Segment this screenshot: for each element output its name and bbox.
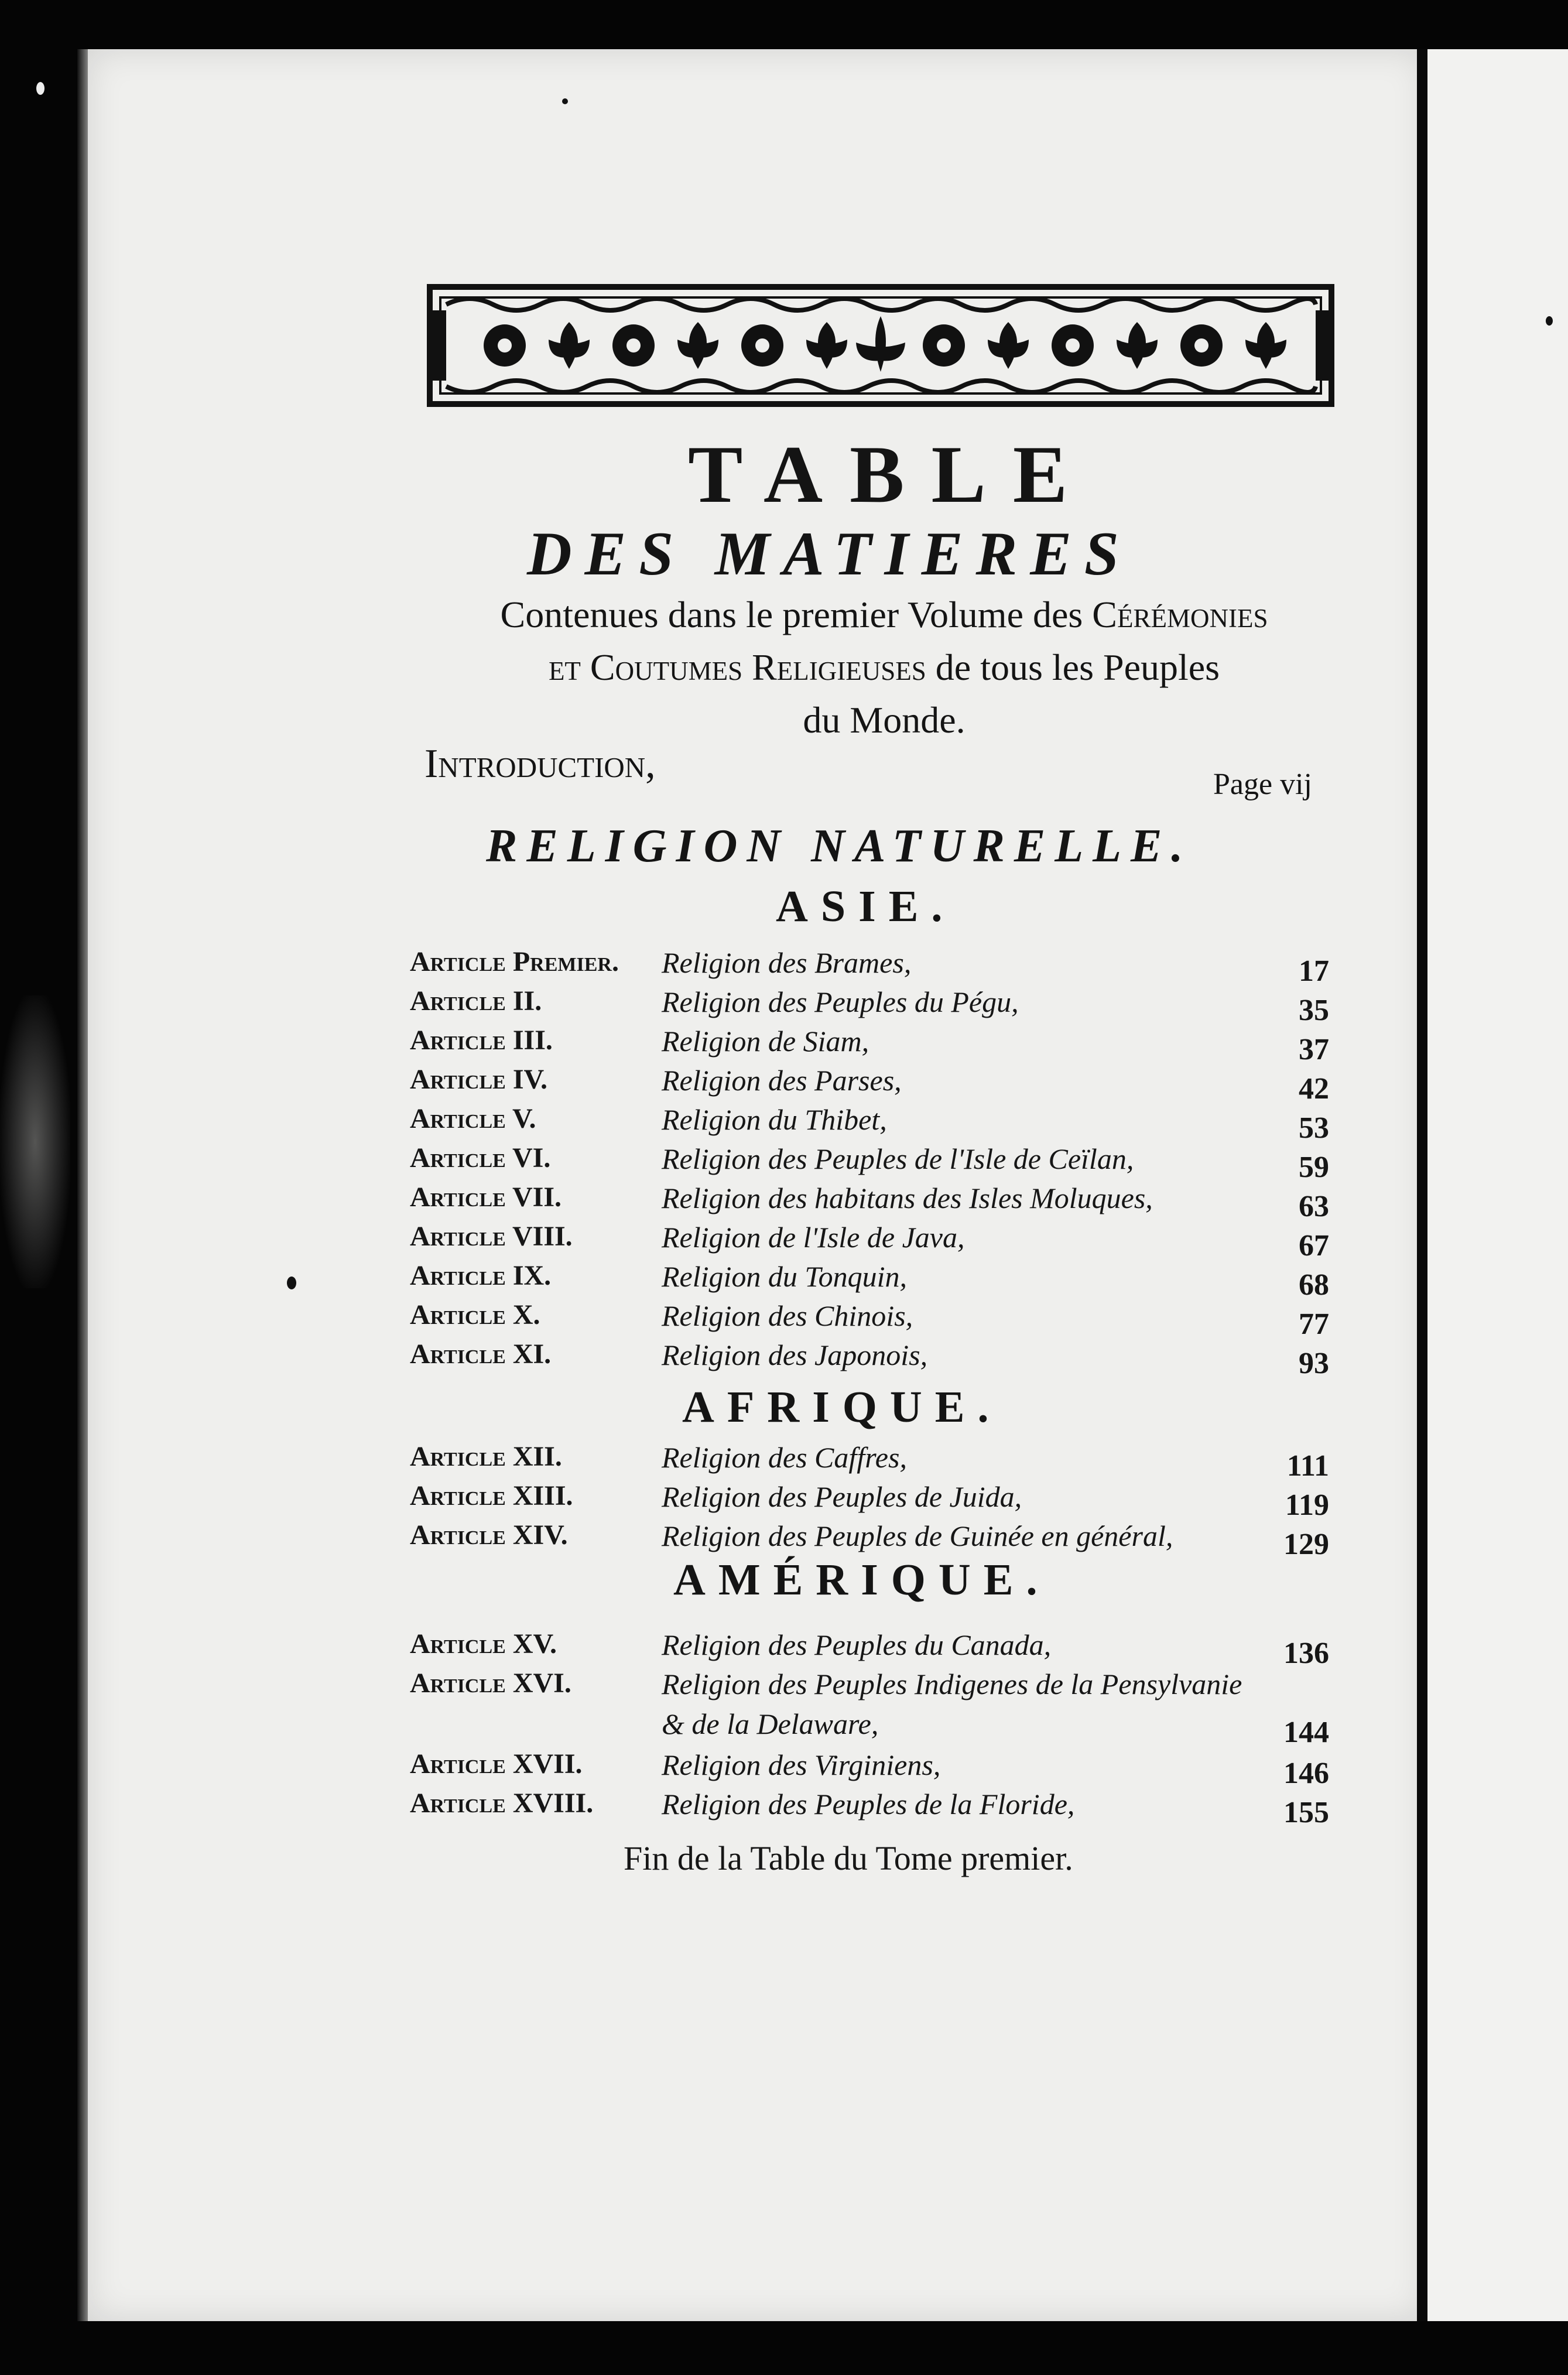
scan-speck [1546,316,1553,326]
toc-entry [410,1103,1329,1145]
page-number: 68 [1299,1268,1329,1302]
toc-entry [410,1181,1329,1223]
toc-entry [410,1260,1329,1302]
religion-title: Religion de l'Isle de Java, [662,1221,965,1254]
article-label: Article XIII. [410,1480,573,1511]
religion-title: Religion des Brames, [662,946,912,979]
toc-entry [410,985,1329,1027]
page-number: 144 [1283,1716,1329,1749]
scan-speck [562,98,568,104]
religion-title: Religion des Peuples de la Floride, [662,1788,1075,1820]
subtitle-smallcaps: Cérémonies [1092,594,1268,635]
subtitle-line-2 [427,641,1341,694]
toc-entry [410,1480,1329,1522]
page-number: 37 [1299,1033,1329,1066]
scan-speck [36,82,44,95]
article-label: Article VII. [410,1182,562,1213]
toc-entry [410,1063,1329,1106]
article-label: Article XII. [410,1441,562,1472]
subtitle-text: de tous les Peuples [926,646,1220,688]
next-page-strip [1427,49,1568,2321]
religion-title: Religion du Tonquin, [662,1260,908,1293]
page-number: 67 [1299,1229,1329,1262]
religion-title: Religion des Chinois, [662,1299,913,1332]
page-title: TABLE [688,429,1095,520]
page-number: 63 [1299,1190,1329,1223]
introduction-page: Page vij [1213,768,1312,801]
article-label: Article IX. [410,1260,552,1291]
religion-title: Religion des Peuples de Juida, [662,1480,1022,1513]
page-number: 155 [1283,1796,1329,1829]
article-label: Article XI. [410,1339,552,1370]
religion-title: Religion des Virginiens, [662,1748,941,1781]
religion-title: Religion des Peuples du Pégu, [662,985,1019,1018]
subtitle-smallcaps: et Coutumes Religieuses [548,646,926,688]
subtitle-text: Contenues dans le premier Volume des [500,594,1093,635]
page-number: 136 [1283,1637,1329,1670]
region-heading-afrique: AFRIQUE. [682,1382,1002,1432]
page-number: 146 [1283,1757,1329,1790]
subtitle-line-1 [427,588,1341,641]
page-number: 42 [1299,1072,1329,1106]
page-subtitle-heading: DES MATIERES [527,519,1132,588]
religion-title: Religion des Peuples de l'Isle de Ceïlan, [662,1142,1134,1175]
religion-title: Religion des habitans des Isles Moluques, [662,1182,1153,1214]
religion-title: Religion du Thibet, [662,1103,887,1136]
religion-title-continued: & de la Delaware, [662,1707,879,1740]
toc-entry [410,1519,1329,1561]
fleuron-ornament [423,275,1339,416]
article-label: Article XIV. [410,1520,568,1551]
toc-entry [410,1628,1329,1670]
article-label: Article Premier. [410,946,619,977]
page-number: 35 [1299,994,1329,1027]
region-heading-asie: ASIE. [776,882,956,931]
region-heading-amerique: AMÉRIQUE. [673,1555,1050,1604]
page-number: 17 [1299,954,1329,988]
religion-title: Religion des Peuples de Guinée en général, [662,1520,1173,1552]
section-heading: RELIGION NATURELLE. [486,820,1193,872]
toc-entry [410,1440,1329,1483]
toc-entry [410,1667,1329,1749]
toc-entry [410,1299,1329,1341]
toc-entry [410,1220,1329,1262]
article-label: Article II. [410,985,542,1017]
article-label: Article XVIII. [410,1788,594,1819]
toc-entry [410,1024,1329,1066]
scan-shadow [0,995,70,1288]
religion-title: Religion des Japonois, [662,1339,928,1371]
title-description [427,588,1341,747]
page-number: 59 [1299,1151,1329,1184]
religion-title: Religion des Caffres, [662,1441,907,1474]
toc-entry [410,946,1329,988]
article-label: Article VI. [410,1142,551,1173]
article-label: Article X. [410,1299,540,1330]
article-label: Article IV. [410,1064,547,1095]
toc-entry [410,1142,1329,1184]
article-label: Article V. [410,1103,536,1134]
toc-entry [410,1748,1329,1790]
table-footer: Fin de la Table du Tome premier. [624,1839,1073,1877]
subtitle-line-3: du Monde. [803,699,966,741]
article-label: Article III. [410,1025,553,1056]
page-number: 129 [1283,1528,1329,1561]
page-number: 119 [1285,1488,1329,1522]
religion-title: Religion des Parses, [662,1064,902,1097]
page-number: 53 [1299,1111,1329,1145]
toc-entry [410,1338,1329,1380]
article-label: Article XVII. [410,1748,583,1779]
page-number: 93 [1299,1347,1329,1380]
article-label: Article XVI. [410,1668,571,1699]
religion-title: Religion des Peuples du Canada, [662,1628,1052,1661]
page-number: 111 [1286,1449,1329,1483]
article-label: Article VIII. [410,1221,573,1252]
article-label: Article XV. [410,1628,557,1659]
scan-speck [287,1277,296,1289]
religion-title: Religion de Siam, [662,1025,869,1058]
religion-title: Religion des Peuples Indigenes de la Pensylvanie [662,1668,1242,1700]
toc-entry [410,1787,1329,1829]
page-number: 77 [1299,1308,1329,1341]
introduction-entry: Introduction, [424,741,656,786]
